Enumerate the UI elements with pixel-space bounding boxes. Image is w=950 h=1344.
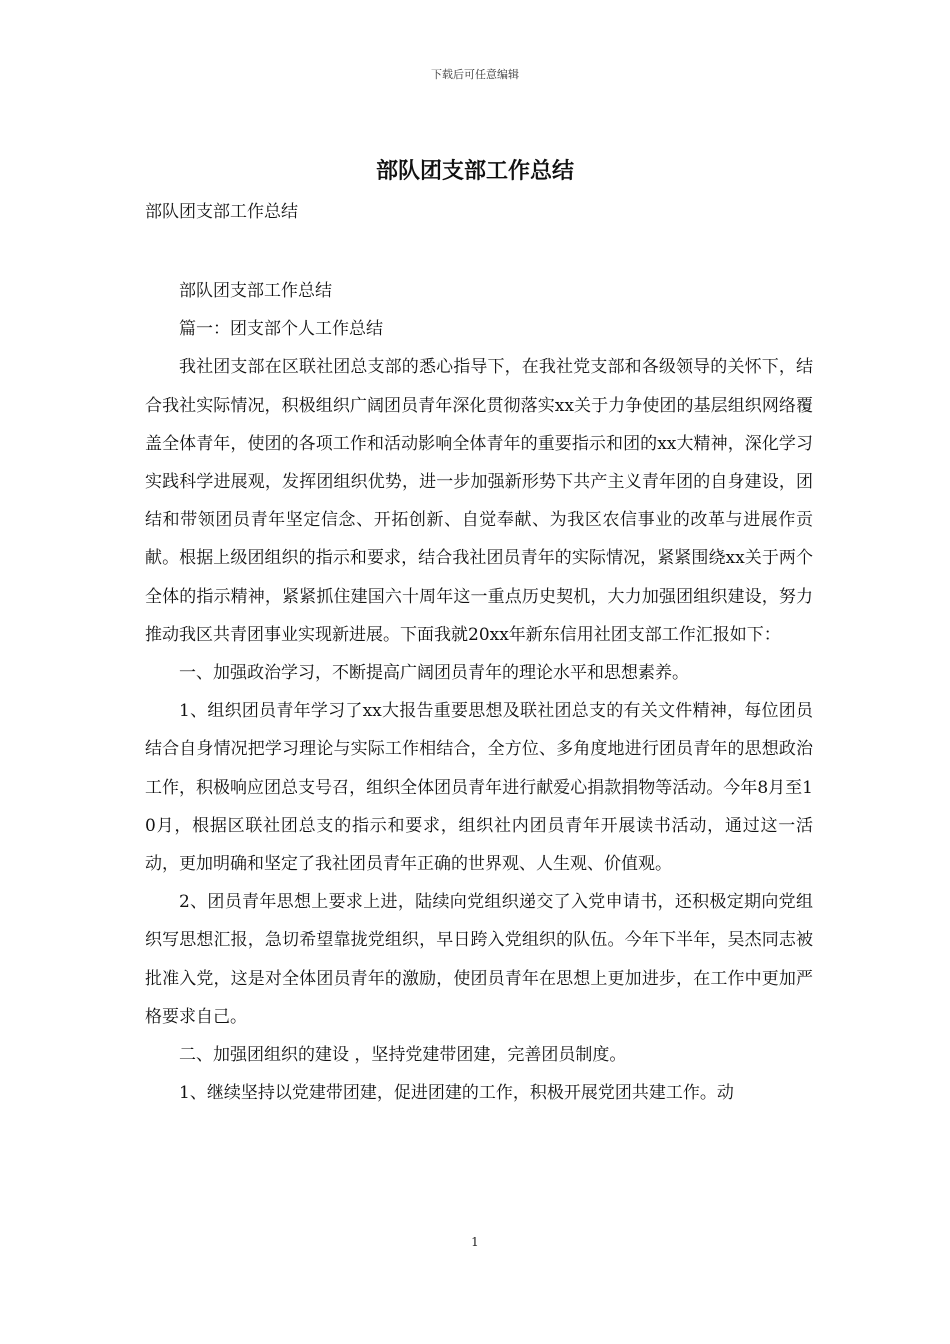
paragraph-section-two: 二、加强团组织的建设 ，坚持党建带团建，完善团员制度。: [179, 1045, 627, 1066]
page-number: 1: [471, 1235, 479, 1249]
document-title: 部队团支部工作总结: [375, 158, 574, 184]
paragraph-heading: 部队团支部工作总结: [179, 281, 332, 301]
paragraph-section-one: 一、加强政治学习，不断提高广阔团员青年的理论水平和思想素养。: [179, 663, 689, 684]
document-subtitle: 部队团支部工作总结: [145, 202, 298, 222]
paragraph-section-title: 篇一：团支部个人工作总结: [179, 319, 383, 340]
paragraph-item-1: 1、组织团员青年学习了xx大报告重要思想及联社团总支的有关文件精神，每位团员结合自身情况把学习理论与实际工作相结合，全方位、多角度地进行团员青年的思想政治工作，积极响应团总支号召，组织全体团员青年进行献爱心捐款捐物等活动。今年8月至10月，根据区联社团总支的指示和要求，组织社内团员青年开展读书活动，通过这一活动，更加明确和坚定了我社团员青年正确的世界观、人生观、价值观。: [145, 701, 813, 875]
paragraph-item-2-1: 1、继续坚持以党建带团建，促进团建的工作，积极开展党团共建工作。动: [179, 1083, 734, 1104]
paragraph-item-2: 2、团员青年思想上要求上进，陆续向党组织递交了入党申请书，还积极定期向党组织写思想汇报，急切希望靠拢党组织，早日跨入党组织的队伍。今年下半年，吴杰同志被批准入党，这是对全体团员青年的激励，使团员青年在思想上更加进步，在工作中更加严格要求自己。: [145, 892, 813, 1027]
document-body: [145, 272, 813, 1112]
paragraph-intro: 我社团支部在区联社团总支部的悉心指导下，在我社党支部和各级领导的关怀下，结合我社实际情况，积极组织广阔团员青年深化贯彻落实xx关于力争使团的基层组织网络覆盖全体青年，使团的各项工作和活动影响全体青年的重要指示和团的xx大精神，深化学习实践科学进展观，发挥团组织优势，进一步加强新形势下共产主义青年团的自身建设，团结和带领团员青年坚定信念、开拓创新、自觉奉献、为我区农信事业的改革与进展作贡献。根据上级团组织的指示和要求，结合我社团员青年的实际情况，紧紧围绕xx关于两个全体的指示精神，紧紧抓住建国六十周年这一重点历史契机，大力加强团组织建设，努力推动我区共青团事业实现新进展。下面我就20xx年新东信用社团支部工作汇报如下：: [145, 357, 813, 645]
header-note: 下载后可任意编辑: [431, 68, 519, 81]
